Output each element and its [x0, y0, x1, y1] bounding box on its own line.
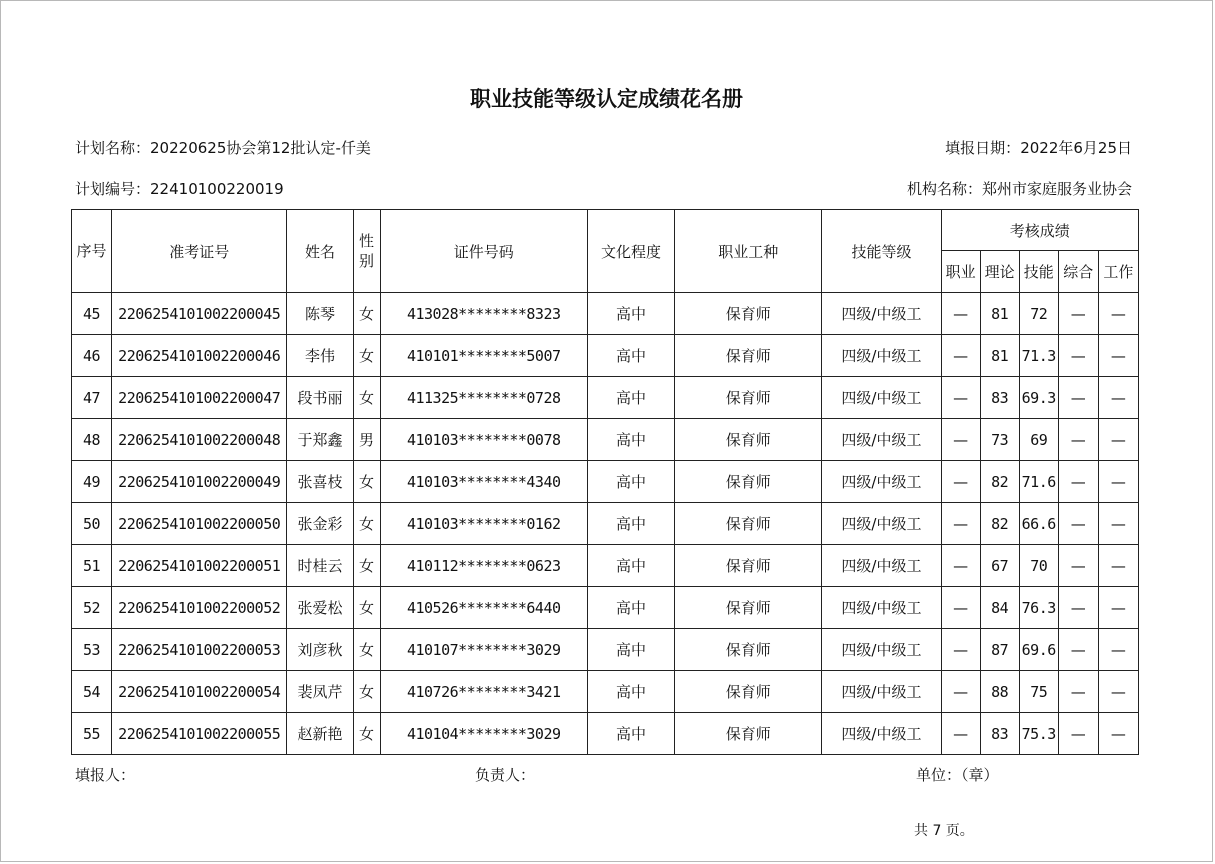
organization-label: 机构名称： — [906, 180, 982, 198]
cell-work: — — [1098, 713, 1138, 755]
header-id-no: 证件号码 — [380, 210, 587, 293]
plan-number-label: 计划编号： — [75, 180, 151, 198]
cell-exam-no: 2206254101002200055 — [112, 713, 287, 755]
cell-id-no: 410103********0078 — [380, 419, 587, 461]
cell-id-no: 410112********0623 — [380, 545, 587, 587]
cell-gender: 女 — [353, 461, 380, 503]
table-row — [72, 713, 1139, 755]
cell-exam-no: 2206254101002200048 — [112, 419, 287, 461]
cell-theory: 81 — [980, 335, 1019, 377]
cell-occupation: 保育师 — [675, 377, 822, 419]
cell-occupation: 保育师 — [675, 503, 822, 545]
cell-id-no: 413028********8323 — [380, 293, 587, 335]
cell-vocational: — — [941, 419, 980, 461]
cell-gender: 男 — [353, 419, 380, 461]
cell-name: 段书丽 — [287, 377, 353, 419]
cell-comprehensive: — — [1058, 461, 1098, 503]
cell-comprehensive: — — [1058, 629, 1098, 671]
table-row — [72, 671, 1139, 713]
cell-comprehensive: — — [1058, 545, 1098, 587]
plan-number — [75, 178, 284, 199]
cell-level: 四级/中级工 — [822, 629, 941, 671]
cell-level: 四级/中级工 — [822, 713, 941, 755]
cell-level: 四级/中级工 — [822, 377, 941, 419]
cell-skill: 76.3 — [1019, 587, 1058, 629]
cell-name: 刘彦秋 — [287, 629, 353, 671]
cell-occupation: 保育师 — [675, 671, 822, 713]
cell-id-no: 410103********0162 — [380, 503, 587, 545]
cell-gender: 女 — [353, 335, 380, 377]
cell-vocational: — — [941, 335, 980, 377]
cell-vocational: — — [941, 545, 980, 587]
header-occupation: 职业工种 — [675, 210, 822, 293]
header-skill: 技能 — [1019, 251, 1058, 293]
table-row — [72, 461, 1139, 503]
cell-comprehensive: — — [1058, 713, 1098, 755]
score-table — [71, 209, 1139, 755]
cell-id-no: 410103********4340 — [380, 461, 587, 503]
cell-work: — — [1098, 545, 1138, 587]
cell-seq: 51 — [72, 545, 112, 587]
cell-name: 张爱松 — [287, 587, 353, 629]
cell-name: 赵新艳 — [287, 713, 353, 755]
cell-theory: 82 — [980, 503, 1019, 545]
cell-name: 张金彩 — [287, 503, 353, 545]
cell-seq: 46 — [72, 335, 112, 377]
cell-skill: 75.3 — [1019, 713, 1058, 755]
cell-theory: 88 — [980, 671, 1019, 713]
cell-name: 张喜枝 — [287, 461, 353, 503]
cell-education: 高中 — [587, 461, 674, 503]
organization-value: 郑州市家庭服务业协会 — [981, 180, 1132, 198]
cell-occupation: 保育师 — [675, 335, 822, 377]
cell-seq: 48 — [72, 419, 112, 461]
plan-name-label: 计划名称： — [75, 139, 151, 157]
cell-id-no: 410726********3421 — [380, 671, 587, 713]
cell-gender: 女 — [353, 503, 380, 545]
cell-seq: 47 — [72, 377, 112, 419]
cell-level: 四级/中级工 — [822, 671, 941, 713]
cell-seq: 54 — [72, 671, 112, 713]
cell-level: 四级/中级工 — [822, 419, 941, 461]
cell-work: — — [1098, 377, 1138, 419]
cell-work: — — [1098, 629, 1138, 671]
cell-occupation: 保育师 — [675, 545, 822, 587]
cell-seq: 49 — [72, 461, 112, 503]
plan-number-value: 22410100220019 — [150, 180, 284, 198]
cell-exam-no: 2206254101002200054 — [112, 671, 287, 713]
cell-seq: 45 — [72, 293, 112, 335]
filler-label: 填报人： — [75, 766, 136, 784]
cell-occupation: 保育师 — [675, 293, 822, 335]
cell-vocational: — — [941, 671, 980, 713]
cell-comprehensive: — — [1058, 587, 1098, 629]
header-education: 文化程度 — [587, 210, 674, 293]
cell-comprehensive: — — [1058, 671, 1098, 713]
header-level: 技能等级 — [822, 210, 941, 293]
cell-theory: 83 — [980, 377, 1019, 419]
table-row — [72, 293, 1139, 335]
cell-name: 时桂云 — [287, 545, 353, 587]
cell-theory: 81 — [980, 293, 1019, 335]
cell-exam-no: 2206254101002200046 — [112, 335, 287, 377]
cell-exam-no: 2206254101002200045 — [112, 293, 287, 335]
cell-skill: 69.6 — [1019, 629, 1058, 671]
cell-theory: 82 — [980, 461, 1019, 503]
cell-skill: 72 — [1019, 293, 1058, 335]
cell-name: 陈琴 — [287, 293, 353, 335]
cell-level: 四级/中级工 — [822, 293, 941, 335]
cell-education: 高中 — [587, 503, 674, 545]
header-seq: 序号 — [72, 210, 112, 293]
plan-name — [75, 137, 371, 158]
cell-gender: 女 — [353, 293, 380, 335]
cell-education: 高中 — [587, 335, 674, 377]
cell-gender: 女 — [353, 545, 380, 587]
cell-skill: 69.3 — [1019, 377, 1058, 419]
cell-work: — — [1098, 671, 1138, 713]
cell-level: 四级/中级工 — [822, 503, 941, 545]
cell-vocational: — — [941, 293, 980, 335]
cell-seq: 55 — [72, 713, 112, 755]
cell-theory: 84 — [980, 587, 1019, 629]
header-exam-no: 准考证号 — [112, 210, 287, 293]
header-theory: 理论 — [980, 251, 1019, 293]
cell-skill: 66.6 — [1019, 503, 1058, 545]
cell-theory: 87 — [980, 629, 1019, 671]
cell-education: 高中 — [587, 629, 674, 671]
cell-education: 高中 — [587, 545, 674, 587]
cell-skill: 75 — [1019, 671, 1058, 713]
cell-theory: 73 — [980, 419, 1019, 461]
unit-seal-label: 单位：（章） — [916, 766, 999, 784]
fill-date-label: 填报日期： — [945, 139, 1021, 157]
table-row — [72, 545, 1139, 587]
cell-vocational: — — [941, 503, 980, 545]
cell-education: 高中 — [587, 587, 674, 629]
cell-exam-no: 2206254101002200051 — [112, 545, 287, 587]
cell-gender: 女 — [353, 629, 380, 671]
cell-skill: 71.3 — [1019, 335, 1058, 377]
cell-gender: 女 — [353, 377, 380, 419]
page-title: 职业技能等级认定成绩花名册 — [470, 87, 743, 111]
cell-exam-no: 2206254101002200047 — [112, 377, 287, 419]
cell-education: 高中 — [587, 293, 674, 335]
cell-education: 高中 — [587, 377, 674, 419]
cell-level: 四级/中级工 — [822, 545, 941, 587]
cell-exam-no: 2206254101002200053 — [112, 629, 287, 671]
cell-id-no: 410104********3029 — [380, 713, 587, 755]
cell-comprehensive: — — [1058, 419, 1098, 461]
cell-work: — — [1098, 335, 1138, 377]
cell-work: — — [1098, 587, 1138, 629]
fill-date — [945, 137, 1132, 158]
cell-work: — — [1098, 503, 1138, 545]
cell-comprehensive: — — [1058, 503, 1098, 545]
cell-id-no: 410101********5007 — [380, 335, 587, 377]
cell-gender: 女 — [353, 671, 380, 713]
cell-seq: 53 — [72, 629, 112, 671]
cell-id-no: 411325********0728 — [380, 377, 587, 419]
cell-exam-no: 2206254101002200052 — [112, 587, 287, 629]
cell-work: — — [1098, 419, 1138, 461]
cell-work: — — [1098, 461, 1138, 503]
cell-occupation: 保育师 — [675, 587, 822, 629]
table-row — [72, 587, 1139, 629]
table-row — [72, 335, 1139, 377]
cell-vocational: — — [941, 461, 980, 503]
cell-level: 四级/中级工 — [822, 461, 941, 503]
cell-id-no: 410526********6440 — [380, 587, 587, 629]
cell-exam-no: 2206254101002200050 — [112, 503, 287, 545]
fill-date-value: 2022年6月25日 — [1020, 139, 1132, 157]
cell-seq: 50 — [72, 503, 112, 545]
cell-name: 裴凤芹 — [287, 671, 353, 713]
header-vocational: 职业 — [941, 251, 980, 293]
cell-theory: 83 — [980, 713, 1019, 755]
cell-vocational: — — [941, 629, 980, 671]
cell-theory: 67 — [980, 545, 1019, 587]
cell-gender: 女 — [353, 713, 380, 755]
cell-skill: 69 — [1019, 419, 1058, 461]
table-row — [72, 419, 1139, 461]
cell-gender: 女 — [353, 587, 380, 629]
cell-name: 李伟 — [287, 335, 353, 377]
table-row — [72, 503, 1139, 545]
cell-name: 于郑鑫 — [287, 419, 353, 461]
plan-name-value: 20220625协会第12批认定-仟美 — [150, 139, 371, 157]
cell-comprehensive: — — [1058, 293, 1098, 335]
cell-occupation: 保育师 — [675, 461, 822, 503]
cell-occupation: 保育师 — [675, 419, 822, 461]
organization — [907, 178, 1132, 199]
responsible-label: 负责人： — [475, 766, 536, 784]
header-gender: 性别 — [353, 210, 380, 293]
cell-level: 四级/中级工 — [822, 335, 941, 377]
cell-occupation: 保育师 — [675, 629, 822, 671]
header-name: 姓名 — [287, 210, 353, 293]
cell-occupation: 保育师 — [675, 713, 822, 755]
table-row — [72, 629, 1139, 671]
cell-exam-no: 2206254101002200049 — [112, 461, 287, 503]
header-comprehensive: 综合 — [1058, 251, 1098, 293]
table-row — [72, 377, 1139, 419]
cell-vocational: — — [941, 713, 980, 755]
page-count: 共 7 页。 — [914, 823, 974, 839]
header-row — [72, 210, 1139, 251]
cell-work: — — [1098, 293, 1138, 335]
cell-seq: 52 — [72, 587, 112, 629]
cell-comprehensive: — — [1058, 377, 1098, 419]
cell-level: 四级/中级工 — [822, 587, 941, 629]
cell-id-no: 410107********3029 — [380, 629, 587, 671]
cell-comprehensive: — — [1058, 335, 1098, 377]
cell-education: 高中 — [587, 713, 674, 755]
cell-vocational: — — [941, 587, 980, 629]
cell-skill: 70 — [1019, 545, 1058, 587]
cell-education: 高中 — [587, 671, 674, 713]
cell-education: 高中 — [587, 419, 674, 461]
header-scores: 考核成绩 — [941, 210, 1138, 251]
header-work: 工作 — [1098, 251, 1138, 293]
cell-vocational: — — [941, 377, 980, 419]
cell-skill: 71.6 — [1019, 461, 1058, 503]
